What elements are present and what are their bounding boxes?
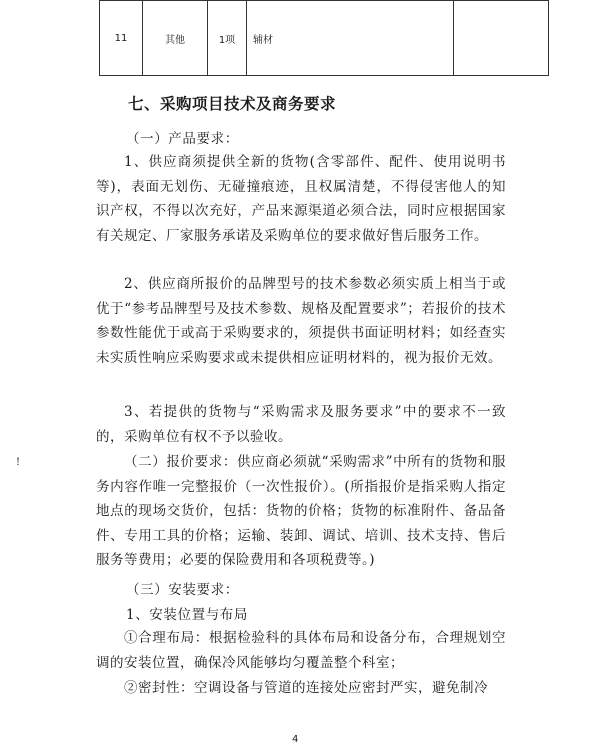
paragraph-sealing: ②密封性：空调设备与管道的连接处应密封严实，避免制冷 <box>124 680 488 696</box>
subsection-product: （一）产品要求： <box>126 131 239 147</box>
item-name: 其他 <box>143 1 208 76</box>
item-number: 11 <box>100 1 143 76</box>
paragraph-1: 1、供应商须提供全新的货物(含零部件、配件、使用说明书等)，表面无划伤、无碰撞痕迹，且权属清楚，不得侵害他人的知识产权，不得以次充好，产品来源渠道必须合法，同时应根据国家有关规定、厂家服务承诺及采购单位的要求做好售后服务工作。 <box>96 154 506 244</box>
subsection-installation: （三）安装要求： <box>126 582 239 598</box>
paragraph-2: 2、供应商所报价的品牌型号的技术参数必须实质上相当于或优于“参考品牌型号及技术参数、规格及配置要求”；若报价的技术参数性能优于或高于采购要求的，须提供书面证明材料；如经查实未实质性响应采购要求或未提供相应证明材料的，视为报价无效。 <box>96 276 506 366</box>
subsection-pricing-label: （二）报价要求： <box>124 454 237 470</box>
section-title: 七、采购项目技术及商务要求 <box>128 95 337 113</box>
installation-heading: 1、安装位置与布局 <box>126 607 248 623</box>
paragraph-3: 3、若提供的货物与“采购需求及服务要求”中的要求不一致的，采购单位有权不予以验收。 <box>96 404 506 445</box>
item-description: 辅材 <box>247 1 454 76</box>
page-number: 4 <box>292 734 299 745</box>
item-quantity: 1项 <box>208 1 247 76</box>
paragraph-layout: ①合理布局：根据检验科的具体布局和设备分布，合理规划空调的安装位置，确保冷风能够均匀覆盖整个科室； <box>96 630 506 671</box>
pricing-text: 供应商必须就“采购需求”中所有的货物和服务内容作唯一完整报价（一次性报价）。(所指报价是指采购人指定地点的现场交货价，包括：货物的价格；货物的标准附件、备品备件、专用工具的价格；运输、装卸、调试、培训、技术支持、售后服务等费用；必要的保险费用和各项税费等。) <box>96 454 506 568</box>
margin-mark: ! <box>16 457 21 468</box>
table-row <box>100 1 549 76</box>
item-table <box>99 0 549 76</box>
item-extra <box>454 1 549 76</box>
paragraph-pricing <box>96 450 506 573</box>
